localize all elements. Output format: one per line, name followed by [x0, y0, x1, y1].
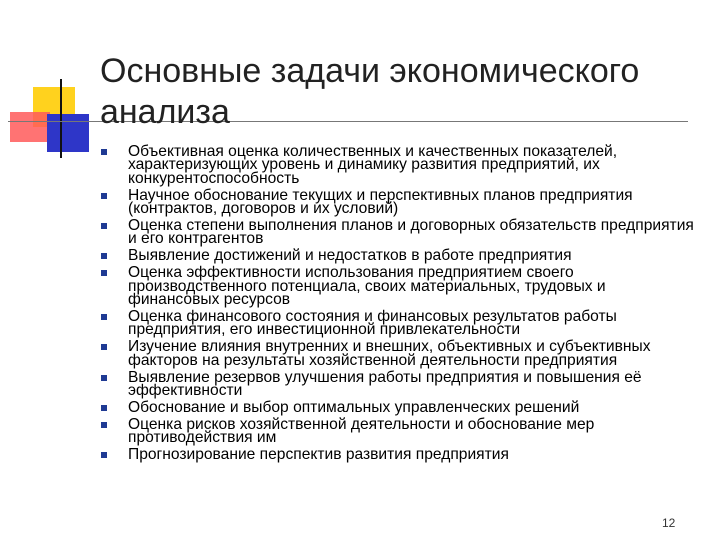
bullet-item [101, 340, 701, 367]
bullet-item [101, 415, 701, 447]
square-bullet-icon [101, 193, 107, 199]
bullet-text: Объективная оценка количественных и качественных показателей, характеризующих уровень и динамику развития предприятий, их конкурентоспособность [128, 143, 618, 187]
bullet-item [101, 307, 701, 339]
square-bullet-icon [101, 405, 107, 411]
bullet-item [101, 368, 701, 399]
bullet-text: Обоснование и выбор оптимальных управленческих решений [128, 398, 580, 416]
slide-title-line-2: анализа [100, 93, 230, 131]
bullet-item [101, 186, 701, 218]
square-bullet-icon [101, 270, 107, 276]
square-bullet-icon [101, 452, 107, 458]
bullet-text: Оценка рисков хозяйственной деятельности и обоснование мер противодействия им [128, 415, 595, 447]
bullet-text: Оценка финансового состояния и финансовых результатов работы предприятия, его инвестиционной привлекательности [128, 307, 617, 339]
square-bullet-icon [101, 223, 107, 229]
bullet-text: Научное обоснование текущих и перспективных планов предприятия (контрактов, договоров и их условий) [128, 186, 633, 218]
slide-title [100, 51, 700, 133]
bullet-text: Оценка эффективности использования предприятием своего производственного потенциала, своих материальных, трудовых и финансовых ресурсов [128, 264, 606, 309]
decorative-red-square [10, 112, 50, 142]
bullet-text: Изучение влияния внутренних и внешних, объективных и субъективных факторов на результаты хозяйственной деятельности предприятия [128, 338, 651, 369]
bullet-text: Выявление достижений и недостатков в работе предприятия [128, 247, 572, 265]
square-bullet-icon [101, 149, 107, 155]
square-bullet-icon [101, 422, 107, 428]
square-bullet-icon [101, 314, 107, 320]
bullet-text: Оценка степени выполнения планов и договорных обязательств предприятия и его контрагентов [128, 217, 694, 248]
bullet-text: Прогнозирование перспектив развития предприятия [128, 446, 509, 464]
bullet-item [101, 219, 701, 246]
bullet-text: Выявление резервов улучшения работы предприятия и повышения её эффективности [128, 368, 642, 399]
page-number: 12 [662, 516, 676, 530]
bullet-item [101, 145, 701, 185]
bullet-list [101, 145, 701, 465]
bullet-item [101, 398, 701, 416]
slide-title-line-1: Основные задачи экономического [100, 52, 640, 90]
square-bullet-icon [101, 344, 107, 350]
decorative-blue-square [47, 114, 89, 152]
square-bullet-icon [101, 375, 107, 381]
bullet-item [101, 264, 701, 309]
decorative-vertical-line [60, 79, 62, 158]
bullet-item [101, 446, 701, 464]
bullet-item [101, 247, 701, 265]
square-bullet-icon [101, 253, 107, 259]
